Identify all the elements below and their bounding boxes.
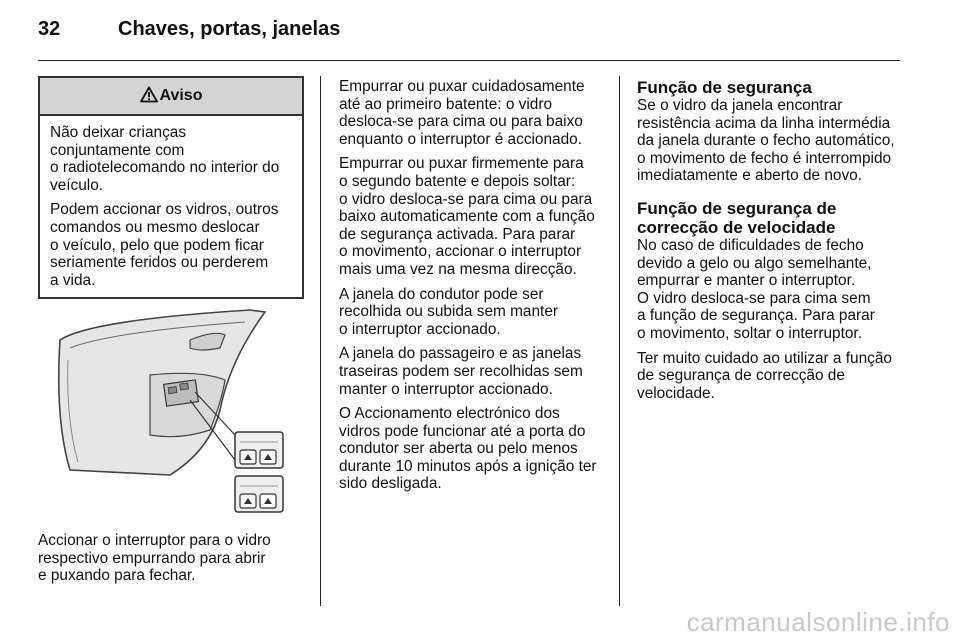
page-number: 32 (38, 18, 61, 40)
watermark: carmanualsonline.info (686, 607, 950, 637)
column2-paragraph-3: A janela do condutor pode ser recolhida ou subida sem manter o interruptor accionado. (339, 285, 559, 338)
header-rule (38, 60, 900, 61)
section-text-safety: Se o vidro da janela encontrar resistência acima da linha intermédia da janela durante o fecho automático, o movimento de fecho é interrompido imediatamente e aberto de novo. (637, 97, 895, 185)
section-text-override: No caso de dificuldades de fecho devido a gelo ou algo semelhante, empurrar e manter o interruptor. O vidro desloca-se para cima sem a função de segurança. Para parar o movimento, soltar o interruptor. (637, 236, 875, 342)
warning-paragraph-2: Podem accionar os vidros, outros comandos ou mesmo deslocar o veículo, pelo que podem ficar seriamente feridos ou perderem a vida. (50, 201, 279, 289)
section-text-caution: Ter muito cuidado ao utilizar a função de segurança de correcção de velocidade. (637, 349, 892, 402)
column-2 (339, 78, 607, 500)
warning-paragraph-1: Não deixar crianças conjuntamente com o radiotelecomando no interior do veículo. (50, 124, 280, 194)
column2-paragraph-4: A janela do passageiro e as janelas traseiras podem ser recolhidas sem manter o interruptor accionado. (339, 345, 583, 398)
warning-triangle-icon (140, 86, 158, 103)
section-heading-safety: Função de segurança (637, 78, 812, 97)
section-heading-override: Função de segurança de correcção de velocidade (637, 198, 837, 237)
warning-title: Aviso (159, 87, 203, 104)
warning-header (40, 78, 302, 116)
column2-paragraph-5: O Accionamento electrónico dos vidros pode funcionar até a porta do condutor ser aberta ou pelo menos durante 10 minutos após a ignição ter sido desligada. (339, 405, 597, 493)
door-window-switch-illustration (50, 300, 300, 520)
column-3 (637, 78, 905, 409)
column2-paragraph-1: Empurrar ou puxar cuidadosamente até ao primeiro batente: o vidro desloca-se para cima ou para baixo enquanto o interruptor é accionado. (339, 78, 585, 148)
column-divider-2 (619, 76, 620, 606)
page-title: Chaves, portas, janelas (118, 18, 341, 40)
warning-box (38, 76, 304, 299)
column-divider-1 (320, 76, 321, 606)
column2-paragraph-2: Empurrar ou puxar firmemente para o segundo batente e depois soltar: o vidro desloca-se para cima ou para baixo automaticamente com a função de segurança activada. Para parar o movimento, accionar o interruptor mais uma vez na mesma direcção. (339, 155, 595, 278)
illustration-caption: Accionar o interruptor para o vidro respectivo empurrando para abrir e puxando para fechar. (38, 532, 271, 585)
